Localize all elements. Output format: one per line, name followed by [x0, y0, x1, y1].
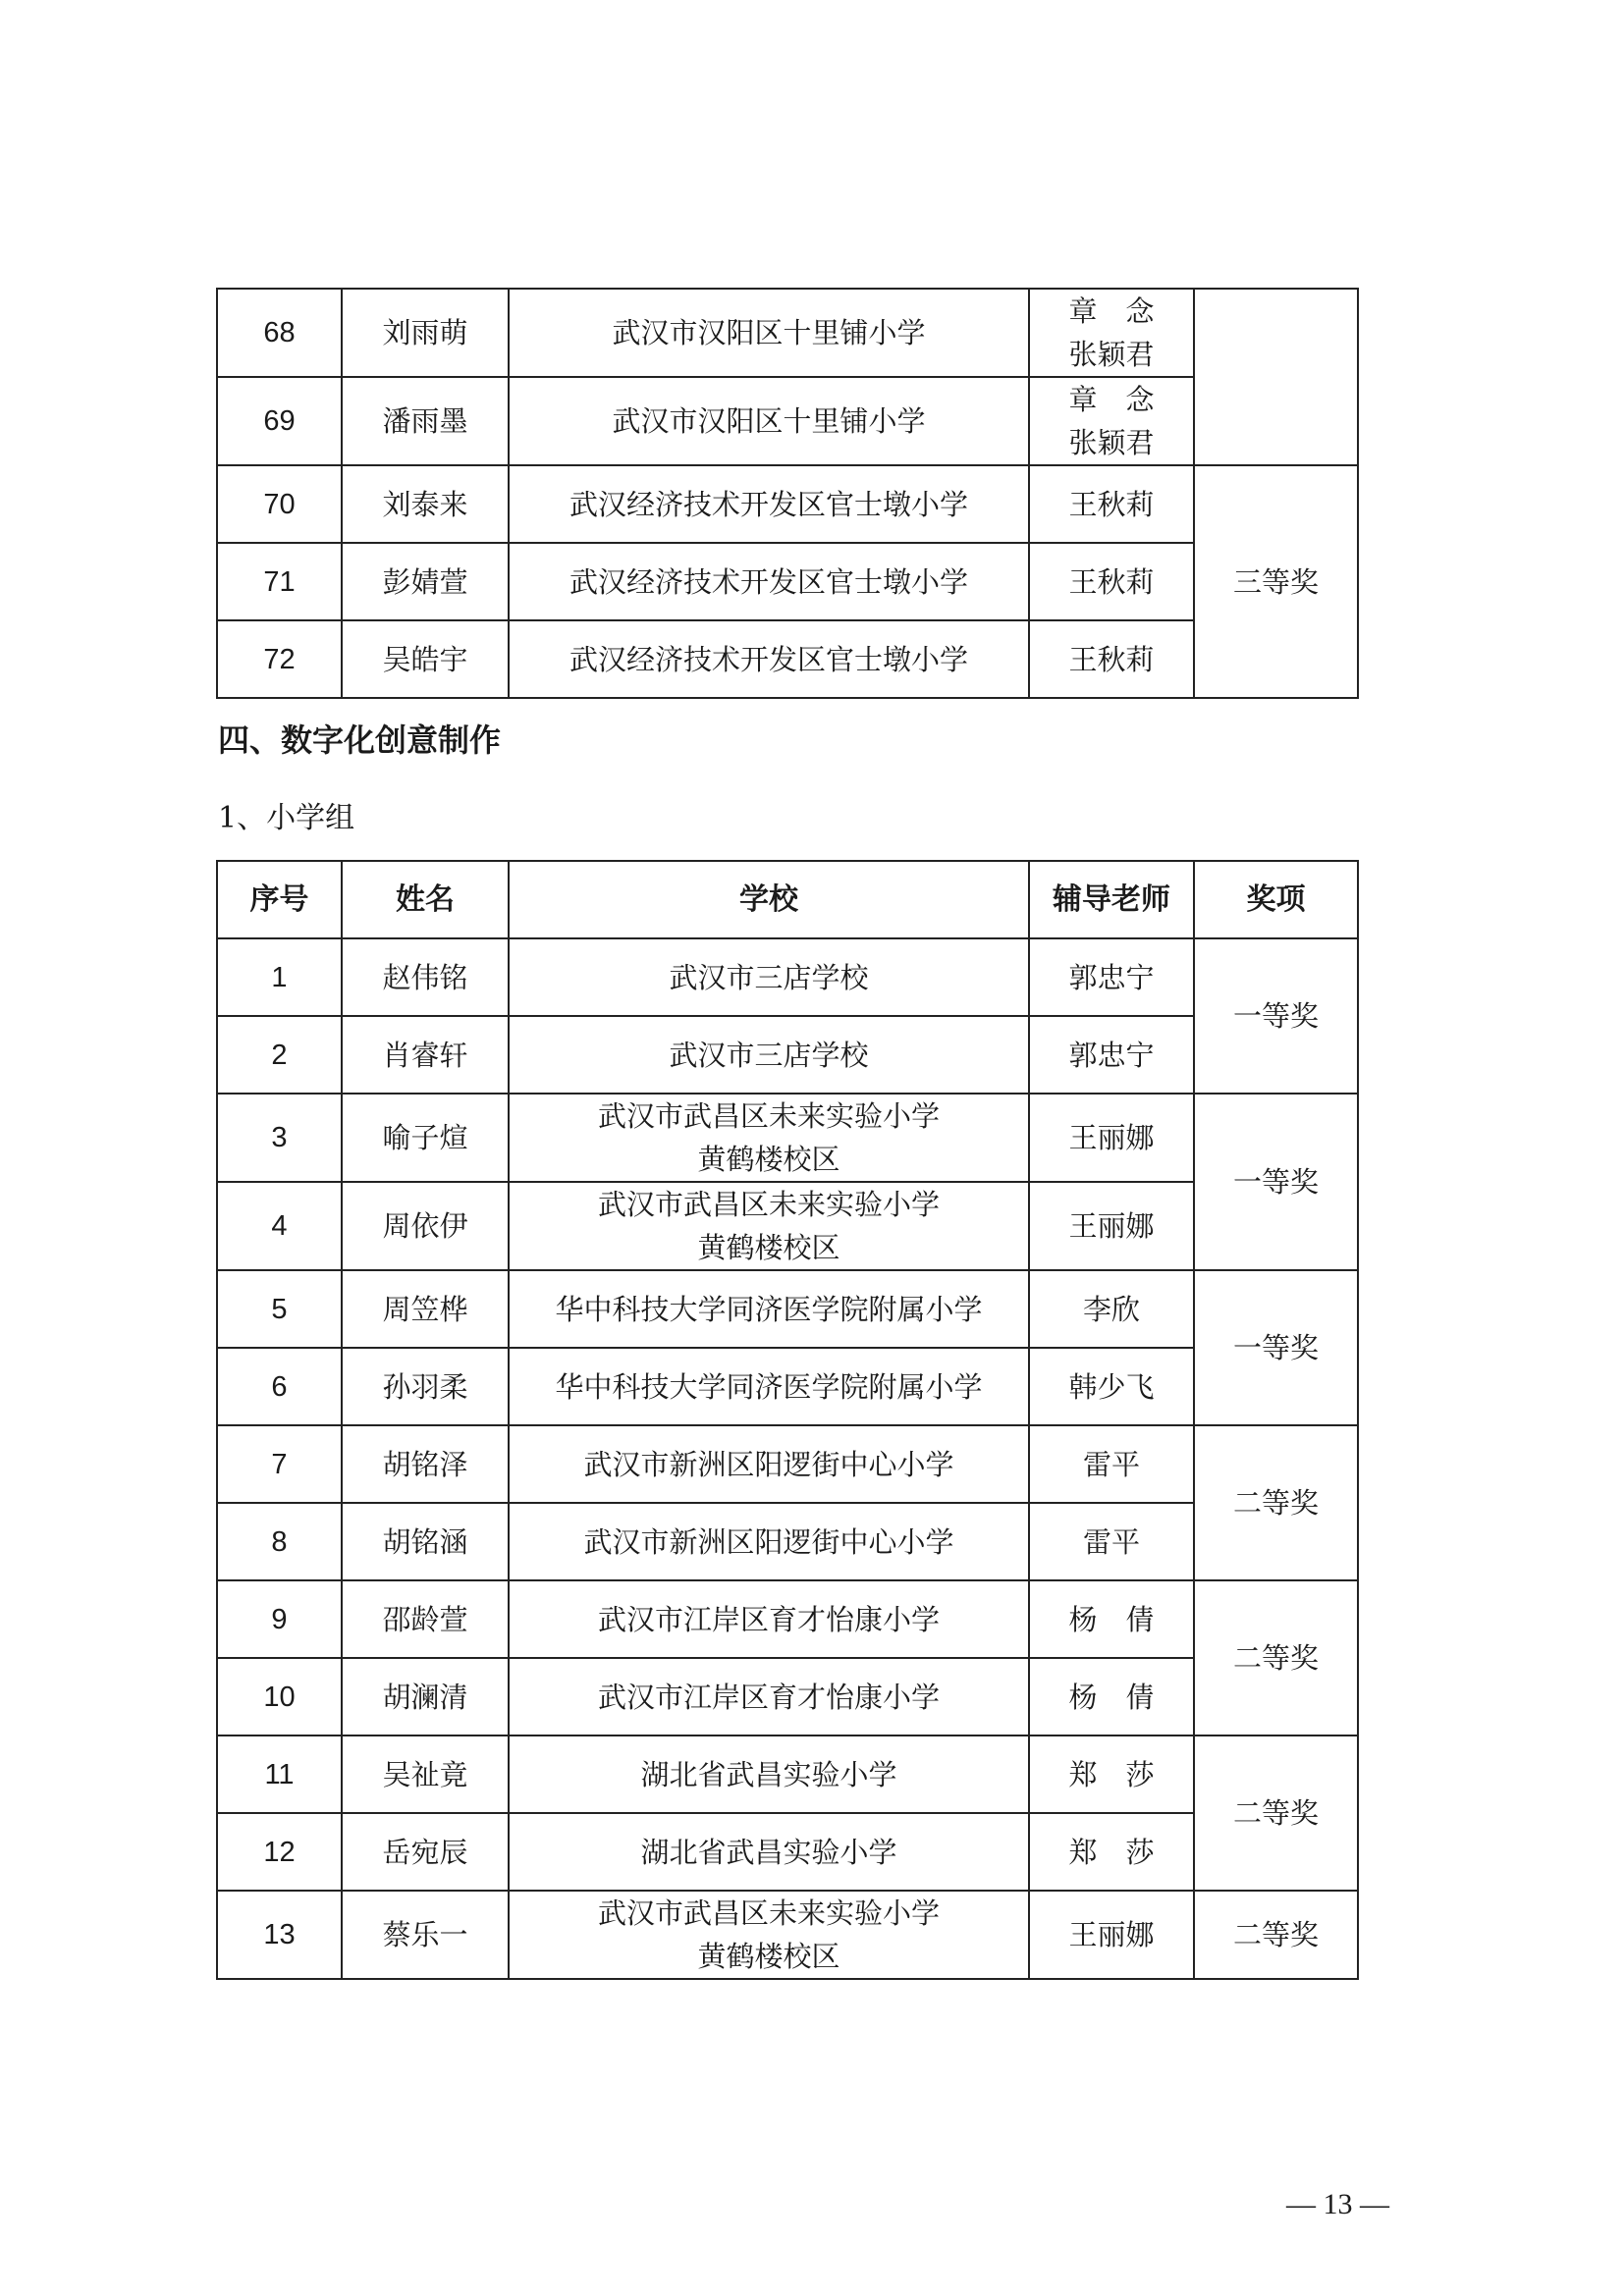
award-cell: 一等奖: [1194, 1270, 1358, 1425]
school-name: 武汉经济技术开发区官士墩小学: [509, 543, 1029, 620]
teacher-name: 郭忠宁: [1029, 1016, 1194, 1094]
table-row: [217, 1094, 1358, 1182]
row-number: 9: [217, 1580, 342, 1658]
teacher-name: 雷平: [1029, 1503, 1194, 1580]
teacher-name: 雷平: [1029, 1425, 1194, 1503]
award-cell: 二等奖: [1194, 1425, 1358, 1580]
table-row: [217, 1016, 1358, 1094]
header-teacher: 辅导老师: [1029, 861, 1194, 938]
school-name: 武汉市江岸区育才怡康小学: [509, 1658, 1029, 1735]
teacher-name: 杨 倩: [1029, 1658, 1194, 1735]
row-number: 11: [217, 1735, 342, 1813]
row-number: 1: [217, 938, 342, 1016]
table-row: [217, 377, 1358, 465]
row-number: 13: [217, 1891, 342, 1979]
school-name: 武汉市武昌区未来实验小学: [597, 1896, 940, 1930]
school-name: 湖北省武昌实验小学: [509, 1813, 1029, 1891]
school-name: 湖北省武昌实验小学: [509, 1735, 1029, 1813]
student-name: 蔡乐一: [342, 1891, 509, 1979]
school-name: 武汉市三店学校: [509, 938, 1029, 1016]
school-name: 武汉市汉阳区十里铺小学: [509, 289, 1029, 377]
row-number: 70: [217, 465, 342, 543]
teacher-name: 王秋莉: [1029, 543, 1194, 620]
student-name: 肖睿轩: [342, 1016, 509, 1094]
row-number: 5: [217, 1270, 342, 1348]
school-name: 武汉经济技术开发区官士墩小学: [509, 620, 1029, 698]
school-cell: [509, 1891, 1029, 1979]
table-row: [217, 1425, 1358, 1503]
student-name: 喻子煊: [342, 1094, 509, 1182]
continuation-table: [216, 288, 1359, 699]
school-name: 华中科技大学同济医学院附属小学: [509, 1348, 1029, 1425]
teacher-name: 章 念: [1068, 294, 1155, 328]
award-cell: 二等奖: [1194, 1891, 1358, 1979]
student-name: 胡铭泽: [342, 1425, 509, 1503]
table-row: [217, 1270, 1358, 1348]
table-row: [217, 1182, 1358, 1270]
school-name: 武汉市三店学校: [509, 1016, 1029, 1094]
school-name: 武汉市新洲区阳逻街中心小学: [509, 1425, 1029, 1503]
table-row: [217, 1735, 1358, 1813]
student-name: 吴皓宇: [342, 620, 509, 698]
row-number: 3: [217, 1094, 342, 1182]
row-number: 12: [217, 1813, 342, 1891]
award-cell: [1194, 289, 1358, 465]
school-name: 华中科技大学同济医学院附属小学: [509, 1270, 1029, 1348]
row-number: 7: [217, 1425, 342, 1503]
table-row: [217, 1813, 1358, 1891]
header-award: 奖项: [1194, 861, 1358, 938]
teacher-name: 郑 莎: [1029, 1735, 1194, 1813]
student-name: 胡澜清: [342, 1658, 509, 1735]
row-number: 8: [217, 1503, 342, 1580]
row-number: 6: [217, 1348, 342, 1425]
section-heading: 四、数字化创意制作: [218, 721, 502, 759]
teacher-cell: [1029, 377, 1194, 465]
table-row: [217, 620, 1358, 698]
school-campus: 黄鹤楼校区: [697, 1143, 840, 1176]
teacher-name: 章 念: [1068, 383, 1155, 416]
school-cell: [509, 1094, 1029, 1182]
teacher-name: 杨 倩: [1029, 1580, 1194, 1658]
table-row: [217, 1891, 1358, 1979]
row-number: 72: [217, 620, 342, 698]
header-number: 序号: [217, 861, 342, 938]
school-campus: 黄鹤楼校区: [697, 1231, 840, 1264]
teacher-name: 张颖君: [1068, 338, 1155, 371]
row-number: 4: [217, 1182, 342, 1270]
header-name: 姓名: [342, 861, 509, 938]
student-name: 赵伟铭: [342, 938, 509, 1016]
teacher-name: 王丽娜: [1029, 1094, 1194, 1182]
page-number: — 13 —: [1286, 2188, 1389, 2220]
student-name: 孙羽柔: [342, 1348, 509, 1425]
teacher-name: 王秋莉: [1029, 620, 1194, 698]
row-number: 69: [217, 377, 342, 465]
table-row: [217, 938, 1358, 1016]
row-number: 71: [217, 543, 342, 620]
award-cell: 一等奖: [1194, 1094, 1358, 1270]
teacher-name: 王秋莉: [1029, 465, 1194, 543]
school-name: 武汉市汉阳区十里铺小学: [509, 377, 1029, 465]
award-cell: 一等奖: [1194, 938, 1358, 1094]
teacher-name: 韩少飞: [1029, 1348, 1194, 1425]
student-name: 刘泰来: [342, 465, 509, 543]
table-row: [217, 289, 1358, 377]
student-name: 吴祉竟: [342, 1735, 509, 1813]
teacher-name: 王丽娜: [1029, 1891, 1194, 1979]
student-name: 刘雨萌: [342, 289, 509, 377]
teacher-name: 张颖君: [1068, 426, 1155, 459]
table-row: [217, 543, 1358, 620]
teacher-name: 王丽娜: [1029, 1182, 1194, 1270]
student-name: 潘雨墨: [342, 377, 509, 465]
school-name: 武汉市武昌区未来实验小学: [597, 1188, 940, 1221]
teacher-name: 郭忠宁: [1029, 938, 1194, 1016]
school-name: 武汉市武昌区未来实验小学: [597, 1099, 940, 1133]
school-cell: [509, 1182, 1029, 1270]
awards-table: [216, 860, 1359, 1980]
table-row: [217, 1503, 1358, 1580]
header-school: 学校: [509, 861, 1029, 938]
student-name: 周笠桦: [342, 1270, 509, 1348]
school-name: 武汉经济技术开发区官士墩小学: [509, 465, 1029, 543]
school-name: 武汉市江岸区育才怡康小学: [509, 1580, 1029, 1658]
student-name: 彭婧萱: [342, 543, 509, 620]
table-row: [217, 1580, 1358, 1658]
student-name: 胡铭涵: [342, 1503, 509, 1580]
student-name: 岳宛辰: [342, 1813, 509, 1891]
table-row: [217, 465, 1358, 543]
award-cell: 二等奖: [1194, 1580, 1358, 1735]
student-name: 邵龄萱: [342, 1580, 509, 1658]
student-name: 周依伊: [342, 1182, 509, 1270]
row-number: 2: [217, 1016, 342, 1094]
school-campus: 黄鹤楼校区: [697, 1940, 840, 1973]
teacher-name: 郑 莎: [1029, 1813, 1194, 1891]
row-number: 68: [217, 289, 342, 377]
award-cell: 二等奖: [1194, 1735, 1358, 1891]
sub-heading: 1、小学组: [218, 801, 355, 835]
row-number: 10: [217, 1658, 342, 1735]
teacher-cell: [1029, 289, 1194, 377]
table-header-row: [217, 861, 1358, 938]
table-row: [217, 1658, 1358, 1735]
table-row: [217, 1348, 1358, 1425]
school-name: 武汉市新洲区阳逻街中心小学: [509, 1503, 1029, 1580]
teacher-name: 李欣: [1029, 1270, 1194, 1348]
award-cell: 三等奖: [1194, 465, 1358, 698]
